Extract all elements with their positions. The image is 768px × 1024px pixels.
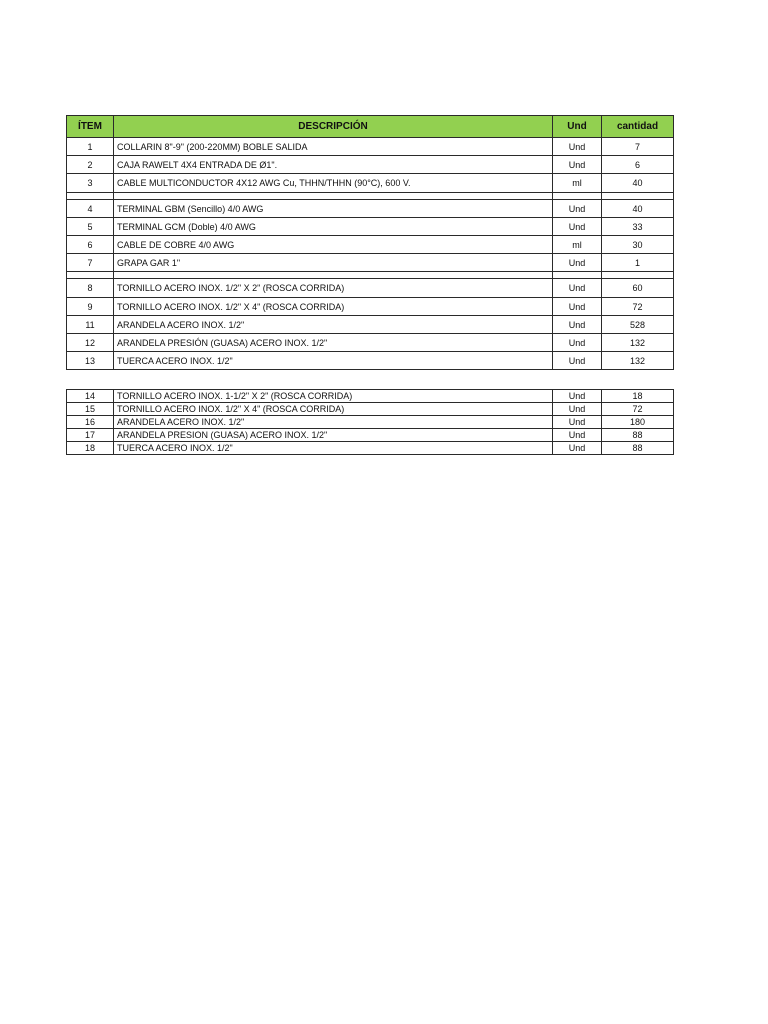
item-description: ARANDELA ACERO INOX. 1/2": [114, 316, 553, 334]
item-number: 8: [67, 279, 114, 298]
item-unit: ml: [553, 236, 602, 254]
item-unit: Und: [553, 298, 602, 316]
item-number: 16: [67, 416, 114, 429]
table-row: [67, 403, 674, 416]
item-number: 7: [67, 254, 114, 272]
table-row: [67, 200, 674, 218]
table-row: [67, 279, 674, 298]
item-unit: Und: [553, 156, 602, 174]
item-quantity: 18: [602, 390, 674, 403]
item-description: TORNILLO ACERO INOX. 1/2" X 2" (ROSCA CORRIDA): [114, 279, 553, 298]
item-unit: Und: [553, 279, 602, 298]
item-description: TORNILLO ACERO INOX. 1/2" X 4" (ROSCA CORRIDA): [114, 298, 553, 316]
item-number: 5: [67, 218, 114, 236]
item-unit: Und: [553, 316, 602, 334]
header-description: DESCRIPCIÓN: [114, 116, 553, 138]
item-number: 18: [67, 442, 114, 455]
item-description: TORNILLO ACERO INOX. 1-1/2" X 2" (ROSCA CORRIDA): [114, 390, 553, 403]
item-description: TERMINAL GCM (Doble) 4/0 AWG: [114, 218, 553, 236]
item-description: TUERCA ACERO INOX. 1/2": [114, 352, 553, 370]
item-description: ARANDELA ACERO INOX. 1/2": [114, 416, 553, 429]
item-description: ARANDELA PRESIÓN (GUASA) ACERO INOX. 1/2": [114, 334, 553, 352]
item-unit: Und: [553, 352, 602, 370]
item-unit: Und: [553, 390, 602, 403]
header-unit: Und: [553, 116, 602, 138]
item-description: TERMINAL GBM (Sencillo) 4/0 AWG: [114, 200, 553, 218]
item-quantity: 132: [602, 334, 674, 352]
item-quantity: 88: [602, 442, 674, 455]
item-quantity: 6: [602, 156, 674, 174]
table-row: [67, 442, 674, 455]
header-item: ÍTEM: [67, 116, 114, 138]
item-number: 2: [67, 156, 114, 174]
spacer-row: [67, 193, 674, 200]
table-row: [67, 416, 674, 429]
item-quantity: 72: [602, 298, 674, 316]
table-row: [67, 218, 674, 236]
item-unit: Und: [553, 218, 602, 236]
item-description: ARANDELA PRESION (GUASA) ACERO INOX. 1/2": [114, 429, 553, 442]
item-quantity: 88: [602, 429, 674, 442]
item-quantity: 1: [602, 254, 674, 272]
item-number: 6: [67, 236, 114, 254]
item-quantity: 180: [602, 416, 674, 429]
table-row: [67, 156, 674, 174]
item-unit: Und: [553, 200, 602, 218]
item-number: 15: [67, 403, 114, 416]
header-quantity: cantidad: [602, 116, 674, 138]
item-description: TUERCA ACERO INOX. 1/2": [114, 442, 553, 455]
item-number: 12: [67, 334, 114, 352]
item-description: CAJA RAWELT 4X4 ENTRADA DE Ø1".: [114, 156, 553, 174]
item-number: 1: [67, 138, 114, 156]
item-unit: Und: [553, 254, 602, 272]
table-row: [67, 298, 674, 316]
table-row: [67, 352, 674, 370]
item-unit: ml: [553, 174, 602, 193]
item-number: 9: [67, 298, 114, 316]
item-quantity: 132: [602, 352, 674, 370]
item-number: 17: [67, 429, 114, 442]
table-row: [67, 236, 674, 254]
materials-table-secondary: [66, 389, 674, 455]
table-row: [67, 254, 674, 272]
item-quantity: 40: [602, 200, 674, 218]
table-row: [67, 316, 674, 334]
item-quantity: 40: [602, 174, 674, 193]
materials-table: [66, 115, 674, 370]
item-unit: Und: [553, 416, 602, 429]
table-row: [67, 334, 674, 352]
item-number: 11: [67, 316, 114, 334]
item-unit: Und: [553, 442, 602, 455]
item-quantity: 30: [602, 236, 674, 254]
item-unit: Und: [553, 334, 602, 352]
item-unit: Und: [553, 429, 602, 442]
spacer-row: [67, 272, 674, 279]
item-unit: Und: [553, 403, 602, 416]
item-number: 3: [67, 174, 114, 193]
table-header-row: [67, 116, 674, 138]
item-quantity: 7: [602, 138, 674, 156]
item-description: COLLARIN 8"-9" (200-220MM) BOBLE SALIDA: [114, 138, 553, 156]
table-row: [67, 138, 674, 156]
item-description: GRAPA GAR 1": [114, 254, 553, 272]
table-row: [67, 429, 674, 442]
item-quantity: 60: [602, 279, 674, 298]
item-quantity: 33: [602, 218, 674, 236]
item-description: CABLE DE COBRE 4/0 AWG: [114, 236, 553, 254]
table-row: [67, 174, 674, 193]
item-number: 13: [67, 352, 114, 370]
item-number: 14: [67, 390, 114, 403]
item-unit: Und: [553, 138, 602, 156]
item-quantity: 528: [602, 316, 674, 334]
item-number: 4: [67, 200, 114, 218]
table-row: [67, 390, 674, 403]
item-description: TORNILLO ACERO INOX. 1/2" X 4" (ROSCA CORRIDA): [114, 403, 553, 416]
item-description: CABLE MULTICONDUCTOR 4X12 AWG Cu, THHN/THHN (90°C), 600 V.: [114, 174, 553, 193]
item-quantity: 72: [602, 403, 674, 416]
